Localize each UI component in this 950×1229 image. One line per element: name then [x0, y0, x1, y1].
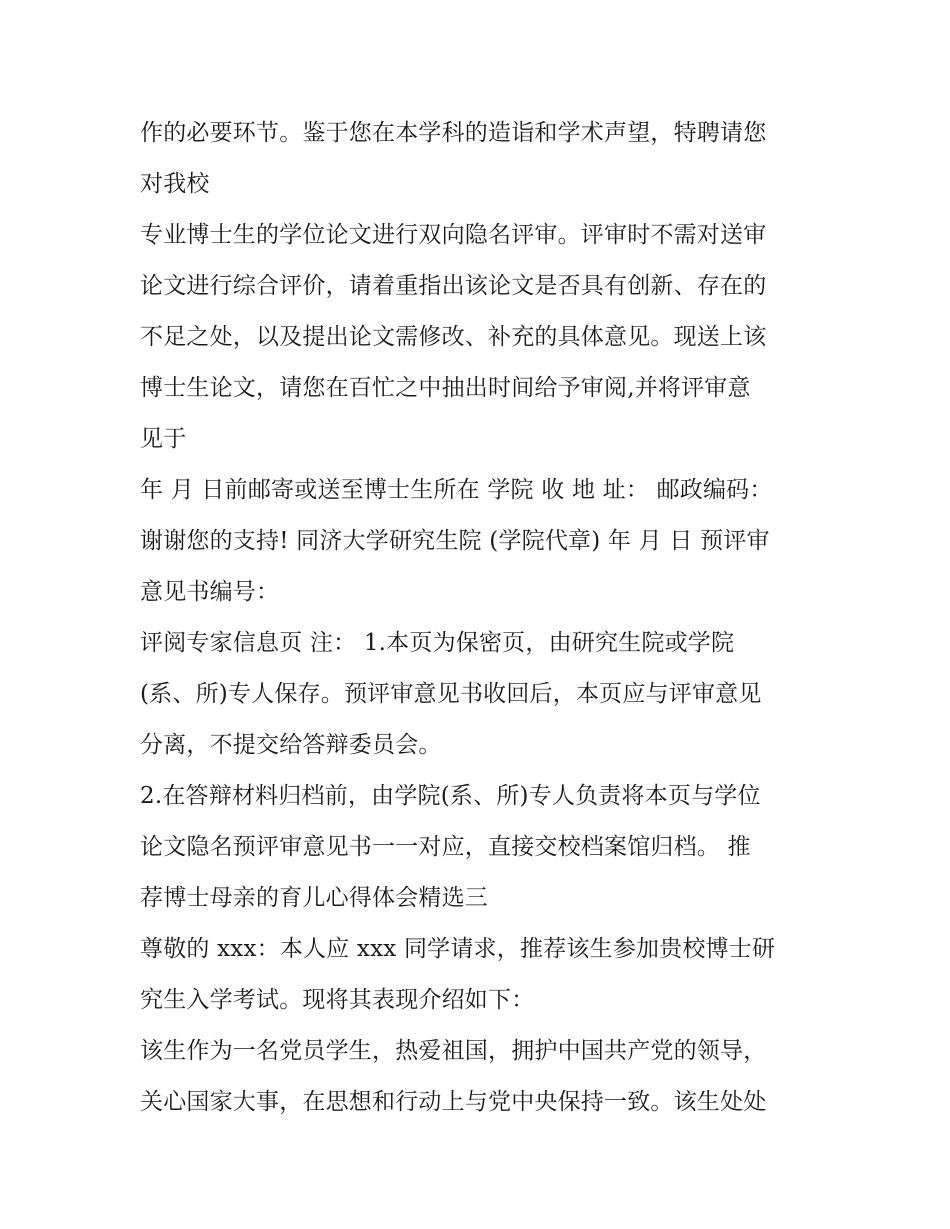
body-text	[140, 108, 820, 1128]
text-line: 年 月 日前邮寄或送至博士生所在 学院 收 地 址： 邮政编码：	[140, 477, 773, 503]
text-line: 该生作为一名党员学生，热爱祖国，拥护中国共产党的领导，	[140, 1038, 767, 1064]
text-line: 2.在答辩材料归档前，由学院(系、所)专人负责将本页与学位	[140, 783, 761, 809]
text-line: 意见书编号：	[140, 579, 280, 605]
text-line: 对我校	[140, 171, 210, 197]
text-line: 论文进行综合评价，请着重指出该论文是否具有创新、存在的	[140, 273, 767, 299]
text-line: 关心国家大事，在思想和行动上与党中央保持一致。该生处处	[140, 1089, 767, 1115]
text-line: 论文隐名预评审意见书一一对应，直接交校档案馆归档。 推	[140, 834, 751, 860]
text-line: 谢谢您的支持! 同济大学研究生院 (学院代章) 年 月 日 预评审	[140, 528, 770, 554]
text-line: 尊敬的 xxx：本人应 xxx 同学请求，推荐该生参加贵校博士研	[140, 936, 776, 962]
text-line: 作的必要环节。鉴于您在本学科的造诣和学术声望，特聘请您	[140, 120, 767, 146]
text-line: 见于	[140, 426, 187, 452]
text-line: 分离，不提交给答辩委员会。	[140, 732, 442, 758]
text-line: 荐博士母亲的育儿心得体会精选三	[140, 885, 488, 911]
text-line: 究生入学考试。现将其表现介绍如下：	[140, 987, 535, 1013]
text-line: 专业博士生的学位论文进行双向隐名评审。评审时不需对送审	[140, 222, 767, 248]
text-line: 博士生论文，请您在百忙之中抽出时间给予审阅,并将评审意	[140, 375, 751, 401]
text-line: (系、所)专人保存。预评审意见书收回后，本页应与评审意见	[140, 681, 762, 707]
text-line: 不足之处，以及提出论文需修改、补充的具体意见。现送上该	[140, 324, 767, 350]
text-line: 评阅专家信息页 注： 1.本页为保密页，由研究生院或学院	[140, 630, 735, 656]
